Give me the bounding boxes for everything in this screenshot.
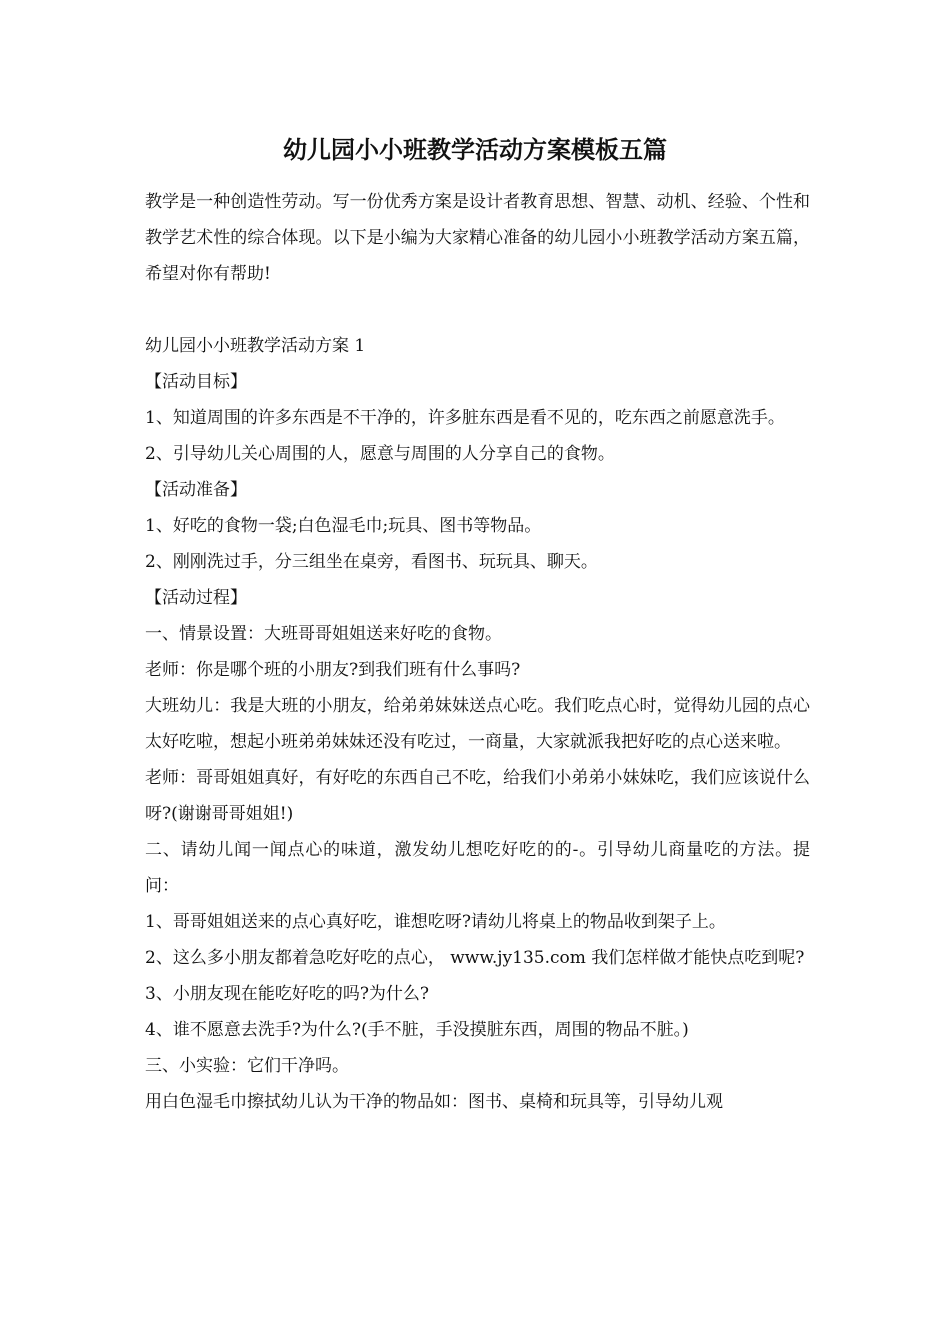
document-title: 幼儿园小小班教学活动方案模板五篇: [283, 135, 667, 164]
paragraph: 一、情景设置：大班哥哥姐姐送来好吃的食物。: [145, 624, 502, 644]
section-title: 幼儿园小小班教学活动方案 1: [145, 336, 366, 356]
paragraph: 老师：你是哪个班的小朋友?到我们班有什么事吗?: [145, 660, 521, 680]
heading-activity-goals: 【活动目标】: [145, 372, 247, 392]
paragraph: 4、谁不愿意去洗手?为什么?(手不脏，手没摸脏东西，周围的物品不脏。): [145, 1020, 689, 1040]
paragraph: 大班幼儿：我是大班的小朋友，给弟弟妹妹送点心吃。我们吃点心时，觉得幼儿园的点心太好吃啦，想起小班弟弟妹妹还没有吃过，一商量，大家就派我把好吃的点心送来啦。: [145, 696, 810, 752]
paragraph: 1、好吃的食物一袋;白色湿毛巾;玩具、图书等物品。: [145, 516, 542, 536]
paragraph: 2、引导幼儿关心周围的人，愿意与周围的人分享自己的食物。: [145, 444, 615, 464]
heading-activity-preparation: 【活动准备】: [145, 480, 247, 500]
paragraph: 1、哥哥姐姐送来的点心真好吃，谁想吃呀?请幼儿将桌上的物品收到架子上。: [145, 912, 726, 932]
paragraph: 三、小实验：它们干净吗。: [145, 1056, 349, 1076]
paragraph-gap: [145, 292, 810, 328]
paragraph: 2、刚刚洗过手，分三组坐在桌旁，看图书、玩玩具、聊天。: [145, 552, 598, 572]
intro-paragraph: 教学是一种创造性劳动。写一份优秀方案是设计者教育思想、智慧、动机、经验、个性和教学艺术性的综合体现。以下是小编为大家精心准备的幼儿园小小班教学活动方案五篇，希望对你有帮助!: [145, 192, 810, 284]
heading-activity-process: 【活动过程】: [145, 588, 247, 608]
paragraph: 用白色湿毛巾擦拭幼儿认为干净的物品如：图书、桌椅和玩具等，引导幼儿观: [145, 1092, 723, 1112]
paragraph: 老师：哥哥姐姐真好，有好吃的东西自己不吃，给我们小弟弟小妹妹吃，我们应该说什么呀?(谢谢哥哥姐姐!): [145, 768, 810, 824]
paragraph: 1、知道周围的许多东西是不干净的，许多脏东西是看不见的，吃东西之前愿意洗手。: [145, 408, 785, 428]
document-body: [145, 184, 810, 1120]
paragraph: 3、小朋友现在能吃好吃的吗?为什么?: [145, 984, 430, 1004]
paragraph: 二、请幼儿闻一闻点心的味道，激发幼儿想吃好吃的的-。引导幼儿商量吃的方法。提问：: [145, 840, 810, 896]
paragraph: 2、这么多小朋友都着急吃好吃的点心， www.jy135.com 我们怎样做才能快点吃到呢?: [145, 948, 805, 968]
